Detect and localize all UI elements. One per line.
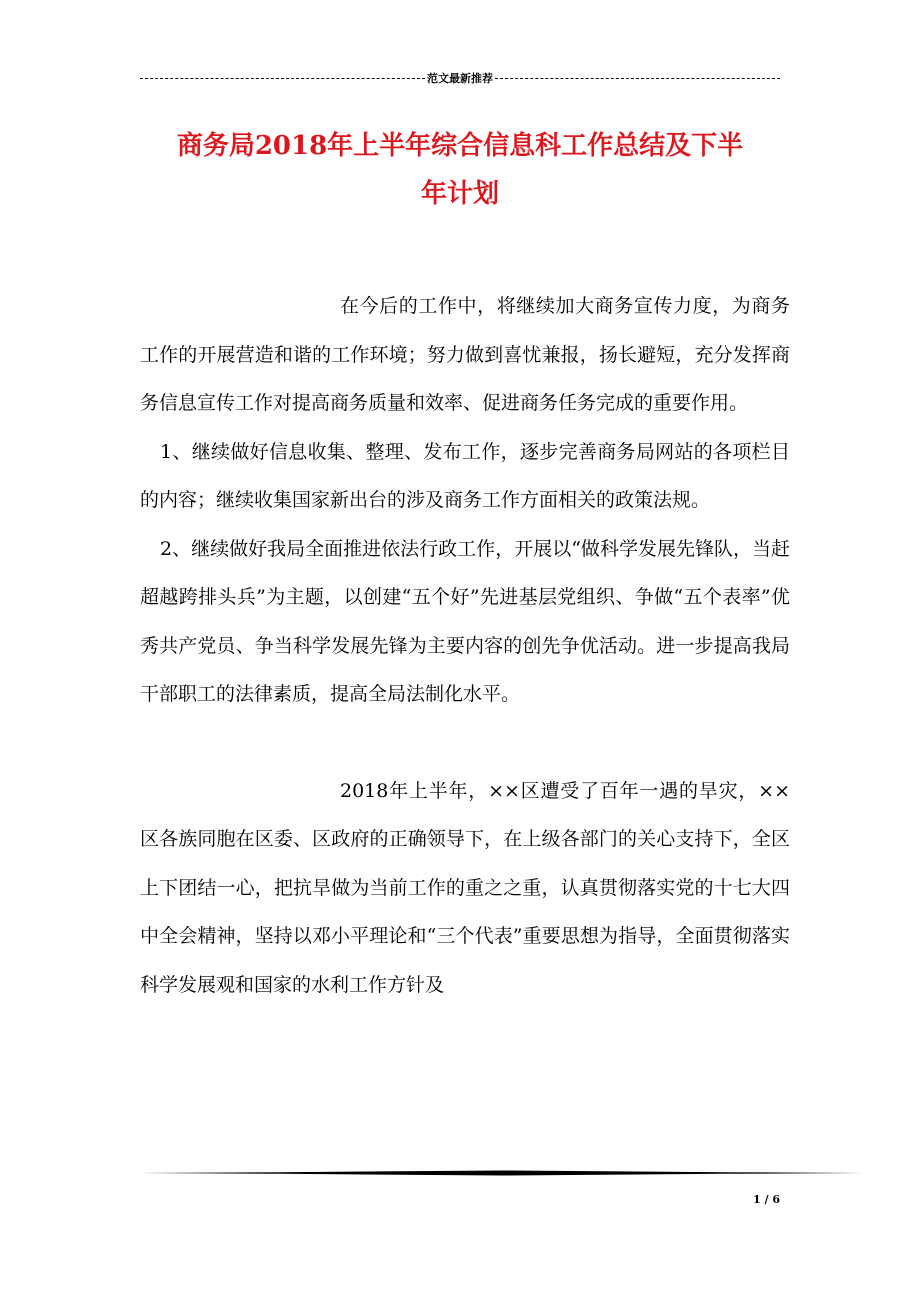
footer-rule [140, 1168, 864, 1178]
footer-rule-shape [140, 1168, 864, 1178]
page-number: 1 / 6 [753, 1193, 780, 1206]
header-label: 范文最新推荐 [427, 72, 493, 85]
header-dash-left [140, 78, 425, 79]
document-title [140, 122, 780, 218]
document-body [140, 282, 790, 1009]
title-line-2: 年计划 [420, 179, 499, 209]
paragraph-2: 1、继续做好信息收集、整理、发布工作，逐步完善商务局网站的各项栏目的内容；继续收集国家新出台的涉及商务工作方面相关的政策法规。 [140, 440, 790, 511]
header-dash-right [495, 78, 780, 79]
paragraph-1: 在今后的工作中，将继续加大商务宣传力度，为商务工作的开展营造和谐的工作环境；努力做到喜忧兼报，扬长避短，充分发挥商务信息宣传工作对提高商务质量和效率、促进商务任务完成的重要作用。 [140, 295, 790, 414]
paragraph-3: 2、继续做好我局全面推进依法行政工作，开展以“做科学发展先锋队，当赶超越跨排头兵”为主题，以创建“五个好”先进基层党组织、争做“五个表率”优秀共产党员、争当科学发展先锋为主要内容的创先争优活动。进一步提高我局干部职工的法律素质，提高全局法制化水平。 [140, 537, 790, 705]
header-rule [140, 68, 780, 88]
paragraph-4: 2018年上半年，××区遭受了百年一遇的旱灾，××区各族同胞在区委、区政府的正确领导下，在上级各部门的关心支持下，全区上下团结一心，把抗旱做为当前工作的重之之重，认真贯彻落实党的十七大四中全会精神，坚持以邓小平理论和“三个代表”重要思想为指导，全面贯彻落实科学发展观和国家的水利工作方针及 [140, 779, 790, 996]
title-line-1: 商务局2018年上半年综合信息科工作总结及下半 [176, 131, 744, 161]
paragraph-gap [140, 719, 790, 767]
